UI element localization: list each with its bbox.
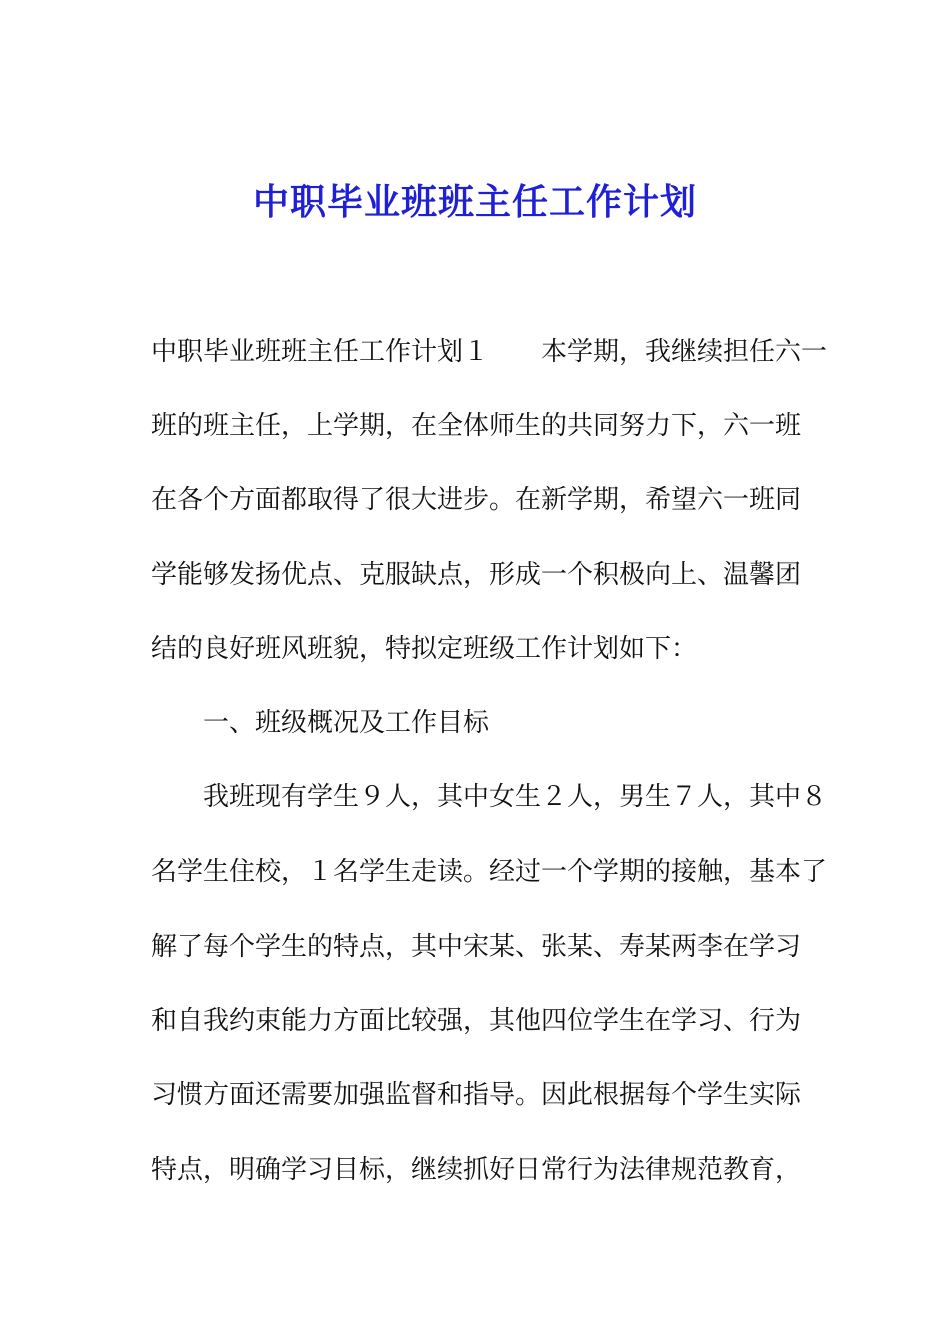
paragraph-line: 班的班主任，上学期，在全体师生的共同努力下，六一班 — [151, 411, 802, 441]
section-heading: 一、班级概况及工作目标 — [203, 708, 490, 738]
paragraph-line: 特点，明确学习目标，继续抓好日常行为法律规范教育， — [151, 1155, 802, 1185]
paragraph-line: 我班现有学生９人，其中女生２人，男生７人，其中８ — [203, 782, 828, 812]
paragraph-line: 名学生住校，１名学生走读。经过一个学期的接触，基本了 — [151, 857, 828, 887]
paragraph-line: 中职毕业班班主任工作计划１ 本学期，我继续担任六一 — [151, 337, 828, 367]
paragraph-line: 在各个方面都取得了很大进步。在新学期，希望六一班同 — [151, 485, 802, 515]
paragraph-line: 结的良好班风班貌，特拟定班级工作计划如下： — [151, 634, 698, 664]
paragraph-line: 解了每个学生的特点，其中宋某、张某、寿某两李在学习 — [151, 932, 802, 962]
paragraph-line: 学能够发扬优点、克服缺点，形成一个积极向上、温馨团 — [151, 560, 802, 590]
paragraph-line: 和自我约束能力方面比较强，其他四位学生在学习、行为 — [151, 1006, 802, 1036]
paragraph-line: 习惯方面还需要加强监督和指导。因此根据每个学生实际 — [151, 1080, 802, 1110]
document-title: 中职毕业班班主任工作计划 — [252, 181, 697, 223]
